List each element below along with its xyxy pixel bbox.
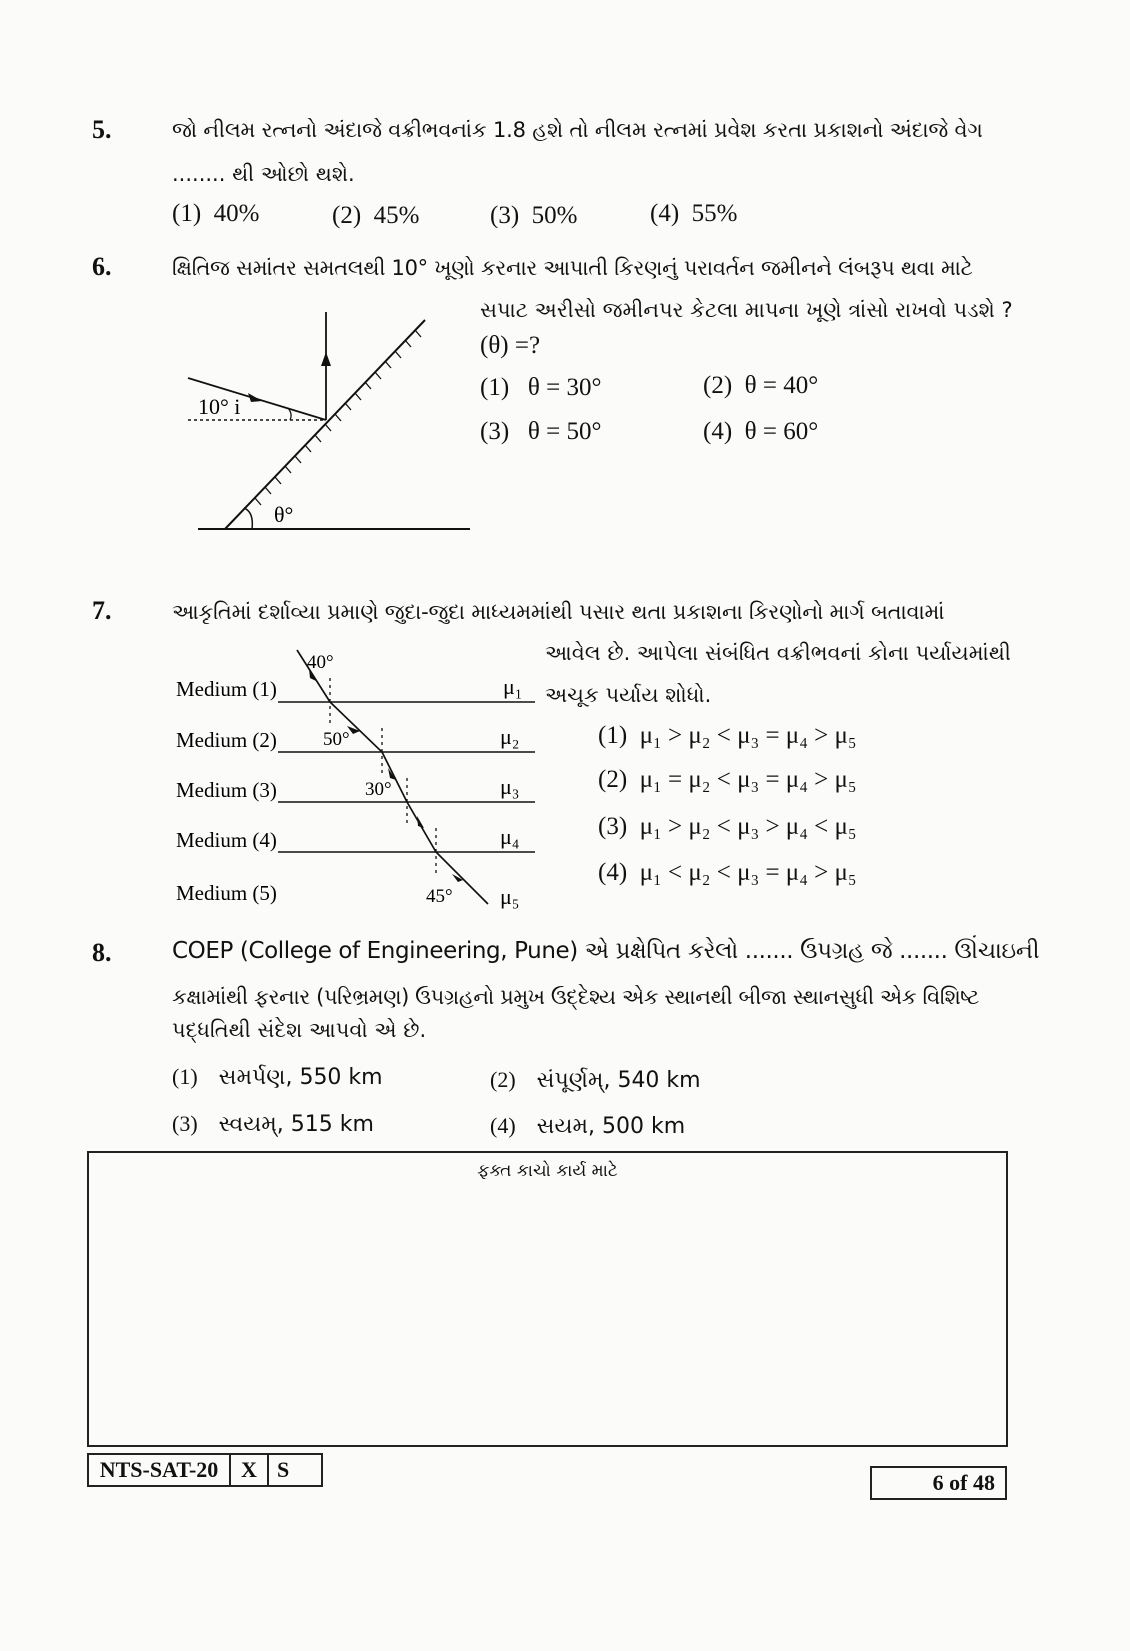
q7-angle-40: 40°	[307, 652, 334, 673]
q7-medium-2: Medium (2)	[176, 728, 277, 752]
q7-text-line2: આવેલ છે. આપેલા સંબંધિત વક્રીભવનાં કોના પર્યાયમાંથી	[545, 641, 1011, 665]
q7-mu-3: μ₃	[500, 774, 520, 799]
q6-reflected-arrow	[321, 352, 331, 366]
q8-number: 8.	[92, 938, 112, 967]
q7-mu-1: μ₁	[503, 674, 523, 699]
q6-option-2[interactable]: (2) θ = 40°	[703, 372, 819, 399]
q5-text-line2: ........ થી ઓછો થશે.	[172, 162, 355, 186]
q6-mirror-diagram	[180, 300, 480, 540]
q6-text-line1: ક્ષિતિજ સમાંતર સમતલથી 10° ખૂણો કરનાર આપાતી કિરણનું પરાવર્તન જમીનને લંબરૂપ થવા માટે	[172, 256, 973, 280]
footer-cell-s: S	[267, 1453, 323, 1487]
q6-option-3[interactable]: (3) θ = 50°	[480, 418, 602, 445]
q7-option-3[interactable]: (3) μ₁ > μ₂ < μ₃ > μ₄ < μ₅	[598, 813, 857, 840]
q6-text-line2: સપાટ અરીસો જમીનપર કેટલા માપના ખૂણે ત્રાંસો રાખવો પડશે ?	[480, 298, 1013, 322]
q7-option-2[interactable]: (2) μ₁ = μ₂ < μ₃ = μ₄ > μ₅	[598, 766, 857, 793]
q5-text-line1: જો નીલમ રત્નનો અંદાજે વક્રીભવનાંક 1.8 હશે તો નીલમ રત્નમાં પ્રવેશ કરતા પ્રકાશનો અંદાજે વેગ	[172, 118, 983, 142]
rough-work-title: ફક્ત કાચો કાર્ય માટે	[477, 1161, 618, 1181]
q7-mu-4: μ₄	[500, 824, 520, 849]
q7-text-line3: અચૂક પર્યાય શોધો.	[545, 683, 712, 707]
page-number: 6 of 48	[870, 1466, 1007, 1500]
q6-mirror-hatching	[255, 330, 421, 505]
q8-option-2[interactable]: (2) સંપૂર્ણમ્, 540 km	[490, 1067, 701, 1093]
q5-option-4[interactable]: (4) 55%	[650, 200, 738, 227]
q7-option-4[interactable]: (4) μ₁ < μ₂ < μ₃ = μ₄ > μ₅	[598, 859, 857, 886]
q6-incident-arrow	[248, 393, 262, 402]
q7-text-line1: આકૃતિમાં દર્શાવ્યા પ્રમાણે જુદા-જુદા માધ્યમમાંથી પસાર થતા પ્રકાશના કિરણોનો માર્ગ બતાવામાં	[172, 600, 945, 624]
q5-option-3[interactable]: (3) 50%	[490, 202, 578, 229]
q7-interfaces	[278, 702, 535, 852]
q8-option-1[interactable]: (1) સમર્પણ, 550 km	[172, 1064, 383, 1090]
q7-angle-45: 45°	[426, 886, 453, 907]
q7-mu-2: μ₂	[500, 724, 520, 749]
q8-text-line3: પદ્ધતિથી સંદેશ આપવો એ છે.	[172, 1018, 427, 1042]
q6-theta-question: (θ) =?	[480, 332, 541, 359]
q6-angle-label: 10° i	[198, 394, 241, 419]
q5-number: 5.	[92, 115, 112, 144]
q8-option-3[interactable]: (3) સ્વયમ્, 515 km	[172, 1111, 374, 1137]
q6-number: 6.	[92, 252, 112, 281]
q6-theta-label: θ°	[274, 502, 294, 527]
q7-option-1[interactable]: (1) μ₁ > μ₂ < μ₃ = μ₄ > μ₅	[598, 722, 857, 749]
q7-medium-4: Medium (4)	[176, 828, 277, 852]
q7-medium-1: Medium (1)	[176, 677, 277, 701]
q8-option-4[interactable]: (4) સયમ, 500 km	[490, 1113, 686, 1139]
q7-medium-5: Medium (5)	[176, 881, 277, 905]
q7-angle-50: 50°	[323, 729, 350, 750]
q6-option-4[interactable]: (4) θ = 60°	[703, 418, 819, 445]
q5-option-1[interactable]: (1) 40%	[172, 200, 260, 227]
q7-angle-30: 30°	[365, 779, 392, 800]
q8-text-line2: કક્ષામાંથી ફરનાર (પરિભ્રમણ) ઉપગ્રહનો પ્રમુખ ઉદ્દેશ્ય એક સ્થાનથી બીજા સ્થાનસુધી એક વિશિષ્ટ	[172, 985, 979, 1009]
q7-mu-5: μ₅	[500, 884, 520, 909]
q7-refraction-diagram	[170, 640, 540, 915]
q7-ray-arrows	[309, 669, 463, 882]
q5-option-2[interactable]: (2) 45%	[332, 202, 420, 229]
q7-normals	[330, 678, 436, 876]
footer-code: NTS-SAT-20	[87, 1453, 231, 1487]
q6-theta-arc	[244, 508, 252, 529]
q6-option-1[interactable]: (1) θ = 30°	[480, 374, 602, 401]
q7-number: 7.	[92, 596, 112, 625]
footer-cell-x: X	[229, 1453, 269, 1487]
q7-medium-3: Medium (3)	[176, 778, 277, 802]
q8-text-line1: COEP (College of Engineering, Pune) એ પ્રક્ષેપિત કરેલો ....... ઉપગ્રહ જે ....... ઊંચાઇની	[172, 938, 1040, 964]
rough-work-box[interactable]	[87, 1151, 1008, 1447]
